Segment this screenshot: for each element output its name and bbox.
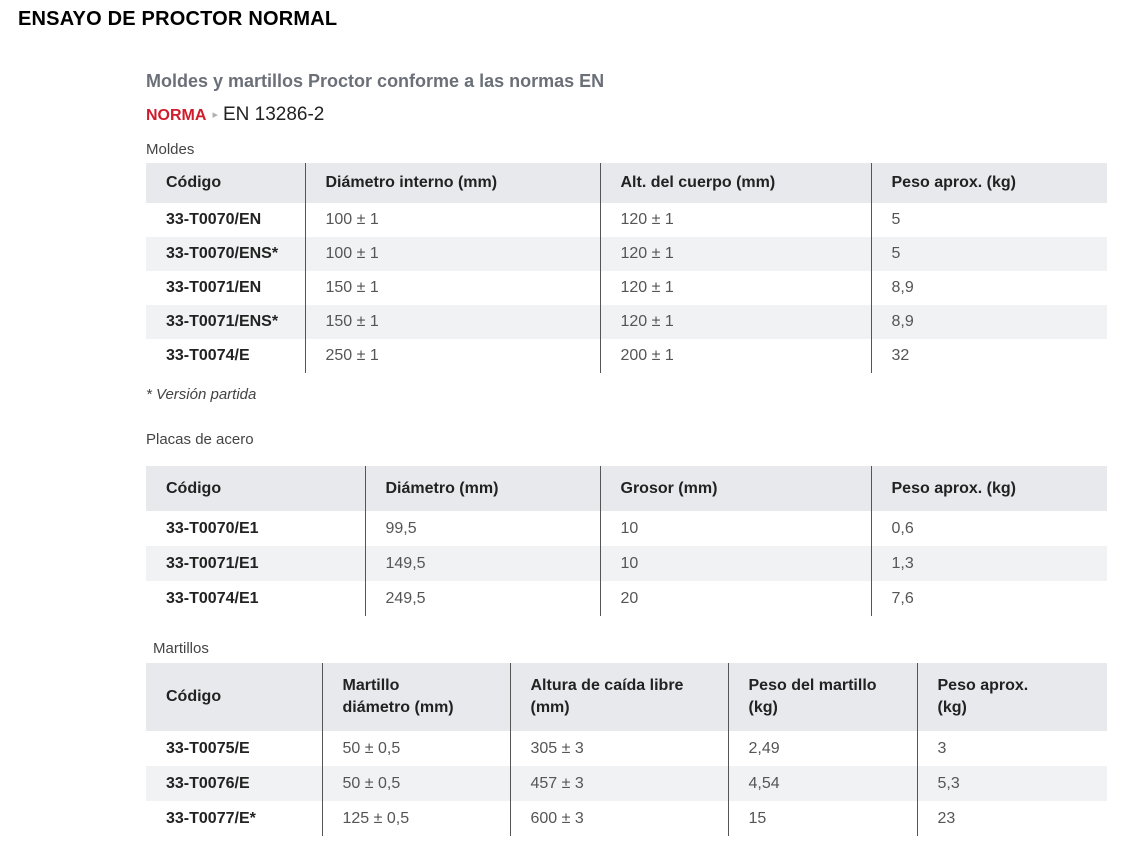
table-cell: 0,6 bbox=[871, 511, 1107, 546]
norma-label: NORMA bbox=[146, 107, 207, 124]
table-cell: 5 bbox=[871, 203, 1107, 237]
table-cell: 120 ± 1 bbox=[600, 271, 871, 305]
table-cell: 99,5 bbox=[365, 511, 600, 546]
table-cell: 2,49 bbox=[728, 731, 917, 766]
table-cell: 23 bbox=[917, 801, 1107, 836]
table-cell: 8,9 bbox=[871, 271, 1107, 305]
table-row bbox=[146, 731, 1107, 766]
table-cell: 5,3 bbox=[917, 766, 1107, 801]
column-header: Martillo diámetro (mm) bbox=[322, 663, 510, 731]
table-cell: 457 ± 3 bbox=[510, 766, 728, 801]
table-cell: 7,6 bbox=[871, 581, 1107, 616]
table-cell: 50 ± 0,5 bbox=[322, 731, 510, 766]
table-cell: 305 ± 3 bbox=[510, 731, 728, 766]
column-header: Diámetro (mm) bbox=[365, 466, 600, 511]
table-cell: 20 bbox=[600, 581, 871, 616]
table-cell: 125 ± 0,5 bbox=[322, 801, 510, 836]
norma-value: EN 13286-2 bbox=[222, 104, 325, 125]
table-header-row bbox=[146, 466, 1107, 511]
code-cell: 33-T0074/E bbox=[166, 347, 250, 364]
martillos-table bbox=[146, 663, 1107, 836]
table-cell: 15 bbox=[728, 801, 917, 836]
placas-label: Placas de acero bbox=[146, 431, 254, 448]
table-cell: 150 ± 1 bbox=[305, 305, 600, 339]
table-row bbox=[146, 766, 1107, 801]
table-cell: 600 ± 3 bbox=[510, 801, 728, 836]
table-cell: 200 ± 1 bbox=[600, 339, 871, 373]
table-row bbox=[146, 581, 1107, 616]
code-cell: 33-T0071/ENS* bbox=[146, 305, 305, 339]
column-header: Código bbox=[146, 663, 322, 731]
code-cell: 33-T0070/EN bbox=[166, 211, 262, 228]
table-row bbox=[146, 237, 1107, 271]
placas-table bbox=[146, 466, 1107, 616]
moldes-table bbox=[146, 163, 1107, 373]
table-cell: 120 ± 1 bbox=[600, 203, 871, 237]
table-cell: 10 bbox=[600, 546, 871, 581]
table-cell: 5 bbox=[871, 237, 1107, 271]
table-cell: 100 ± 1 bbox=[305, 237, 600, 271]
column-header: Peso aprox. (kg) bbox=[871, 466, 1107, 511]
column-header: Diámetro interno (mm) bbox=[305, 163, 600, 203]
table-header-row bbox=[146, 663, 1107, 731]
column-header: Grosor (mm) bbox=[600, 466, 871, 511]
code-cell: 33-T0071/EN bbox=[166, 279, 262, 296]
column-header: Peso del martillo (kg) bbox=[728, 663, 917, 731]
table-cell: 50 ± 0,5 bbox=[322, 766, 510, 801]
table-cell: 3 bbox=[917, 731, 1107, 766]
table-row bbox=[146, 305, 1107, 339]
catalog-heading: Moldes y martillos Proctor conforme a las normas EN bbox=[146, 71, 605, 91]
table-row bbox=[146, 271, 1107, 305]
table-row bbox=[146, 801, 1107, 836]
table-row bbox=[146, 511, 1107, 546]
column-header: Código bbox=[146, 163, 305, 203]
table-row bbox=[146, 203, 1107, 237]
norma-line bbox=[146, 104, 324, 126]
table-cell: 250 ± 1 bbox=[305, 339, 600, 373]
moldes-label: Moldes bbox=[146, 141, 195, 158]
column-header: Peso aprox. (kg) bbox=[871, 163, 1107, 203]
version-note: * Versión partida bbox=[146, 386, 257, 403]
column-header: Alt. del cuerpo (mm) bbox=[600, 163, 871, 203]
table-cell: 8,9 bbox=[871, 305, 1107, 339]
martillos-label: Martillos bbox=[153, 640, 209, 657]
table-row bbox=[146, 339, 1107, 373]
table-cell: 32 bbox=[871, 339, 1107, 373]
code-cell: 33-T0074/E1 bbox=[166, 589, 259, 607]
table-cell: 1,3 bbox=[871, 546, 1107, 581]
table-cell: 10 bbox=[600, 511, 871, 546]
page-title: ENSAYO DE PROCTOR NORMAL bbox=[18, 8, 338, 30]
column-header: Altura de caída libre (mm) bbox=[510, 663, 728, 731]
table-cell: 120 ± 1 bbox=[600, 237, 871, 271]
table-cell: 100 ± 1 bbox=[305, 203, 600, 237]
table-cell: 249,5 bbox=[365, 581, 600, 616]
column-header: Peso aprox. (kg) bbox=[917, 663, 1107, 731]
code-cell: 33-T0070/ENS* bbox=[146, 237, 305, 271]
code-cell: 33-T0070/E1 bbox=[166, 519, 259, 537]
table-cell: 4,54 bbox=[728, 766, 917, 801]
table-cell: 149,5 bbox=[365, 546, 600, 581]
code-cell: 33-T0071/E1 bbox=[146, 546, 365, 581]
code-cell: 33-T0077/E* bbox=[166, 809, 256, 827]
table-cell: 150 ± 1 bbox=[305, 271, 600, 305]
code-cell: 33-T0075/E bbox=[166, 739, 250, 757]
code-cell: 33-T0076/E bbox=[146, 766, 322, 801]
table-cell: 120 ± 1 bbox=[600, 305, 871, 339]
table-row bbox=[146, 546, 1107, 581]
arrow-right-icon: ▸ bbox=[212, 109, 218, 121]
table-header-row bbox=[146, 163, 1107, 203]
column-header: Código bbox=[146, 466, 365, 511]
